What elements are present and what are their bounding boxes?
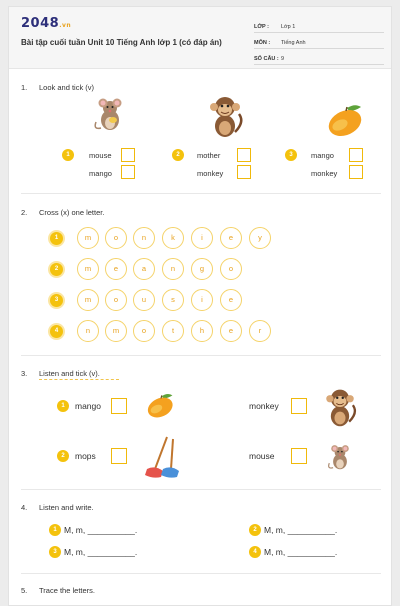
tick-box[interactable] (121, 148, 135, 162)
tick-box[interactable] (111, 398, 127, 414)
letter-circle[interactable]: e (220, 227, 242, 249)
tick-box[interactable] (111, 448, 127, 464)
option-label: mango (311, 151, 334, 160)
option-label: mother (197, 151, 221, 160)
letter-circle[interactable]: t (162, 320, 184, 342)
write-line[interactable]: M, m, __________. (64, 547, 138, 557)
letter-circle[interactable]: s (162, 289, 184, 311)
letter-circle[interactable]: m (77, 227, 99, 249)
tick-box[interactable] (237, 165, 251, 179)
letter-circle[interactable]: m (77, 258, 99, 280)
mango-picture (145, 392, 177, 420)
mouse-picture (327, 443, 353, 471)
mops-picture (141, 435, 181, 481)
section-divider (21, 489, 381, 490)
item-badge: 1 (50, 232, 63, 245)
letter-circle[interactable]: i (191, 289, 213, 311)
meta-row-subject: MÔN : Tiếng Anh (254, 35, 384, 49)
write-line[interactable]: M, m, __________. (64, 525, 138, 535)
letter-circle[interactable]: n (77, 320, 99, 342)
letter-circle[interactable]: n (162, 258, 184, 280)
letter-circle[interactable]: k (162, 227, 184, 249)
question-2-heading: 2. Cross (x) one letter. (21, 208, 105, 217)
item-badge: 3 (50, 294, 63, 307)
item-badge: 4 (50, 325, 63, 338)
tick-box[interactable] (349, 165, 363, 179)
question-1-heading: 1. Look and tick (v) (21, 83, 95, 92)
letter-circle[interactable]: e (105, 258, 127, 280)
mango-picture (325, 103, 367, 139)
tick-box[interactable] (237, 148, 251, 162)
letter-circle[interactable]: m (77, 289, 99, 311)
monkey-picture (205, 92, 245, 140)
worksheet-meta (254, 19, 384, 67)
letter-circle[interactable]: n (133, 227, 155, 249)
option-label: mouse (249, 451, 275, 461)
write-line[interactable]: M, m, __________. (264, 525, 338, 535)
meta-row-question-count: SỐ CÂU : 9 (254, 51, 384, 65)
item-badge: 2 (57, 450, 69, 462)
option-label: mouse (89, 151, 112, 160)
letter-circle[interactable]: o (220, 258, 242, 280)
question-5-heading: 5. Trace the letters. (21, 586, 95, 595)
option-label: mango (89, 169, 112, 178)
item-badge: 2 (172, 149, 184, 161)
item-badge: 1 (49, 524, 61, 536)
letter-circle[interactable]: g (191, 258, 213, 280)
letter-circle[interactable]: o (133, 320, 155, 342)
tick-box[interactable] (121, 165, 135, 179)
question-3-heading: 3. Listen and tick (v). (21, 369, 100, 378)
meta-row-class: LỚP : Lớp 1 (254, 19, 384, 33)
option-label: mango (75, 401, 101, 411)
letter-circle[interactable]: h (191, 320, 213, 342)
write-line[interactable]: M, m, __________. (264, 547, 338, 557)
tick-box[interactable] (291, 398, 307, 414)
letter-circle[interactable]: u (133, 289, 155, 311)
page-title: Bài tập cuối tuần Unit 10 Tiếng Anh lớp 1 (có đáp án) (21, 38, 222, 47)
worksheet-page (8, 6, 392, 606)
letter-circle[interactable]: y (249, 227, 271, 249)
heading-underline (39, 379, 119, 380)
mouse-picture (93, 96, 127, 132)
option-label: mops (75, 451, 96, 461)
item-badge: 3 (49, 546, 61, 558)
question-4-heading: 4. Listen and write. (21, 503, 94, 512)
item-badge: 1 (62, 149, 74, 161)
section-divider (21, 193, 381, 194)
site-logo[interactable]: 2048.vn (21, 16, 72, 31)
item-badge: 3 (285, 149, 297, 161)
worksheet-header (9, 7, 391, 69)
option-label: monkey (249, 401, 279, 411)
tick-box[interactable] (349, 148, 363, 162)
item-badge: 1 (57, 400, 69, 412)
letter-circle[interactable]: o (105, 227, 127, 249)
item-badge: 4 (249, 546, 261, 558)
item-badge: 2 (50, 263, 63, 276)
letter-circle[interactable]: i (191, 227, 213, 249)
letter-circle[interactable]: m (105, 320, 127, 342)
letter-circle[interactable]: e (220, 320, 242, 342)
letter-circle[interactable]: r (249, 320, 271, 342)
section-divider (21, 355, 381, 356)
item-badge: 2 (249, 524, 261, 536)
letter-circle[interactable]: a (133, 258, 155, 280)
section-divider (21, 573, 381, 574)
tick-box[interactable] (291, 448, 307, 464)
option-label: monkey (197, 169, 224, 178)
monkey-picture (321, 385, 359, 429)
option-label: monkey (311, 169, 338, 178)
letter-circle[interactable]: e (220, 289, 242, 311)
letter-circle[interactable]: o (105, 289, 127, 311)
